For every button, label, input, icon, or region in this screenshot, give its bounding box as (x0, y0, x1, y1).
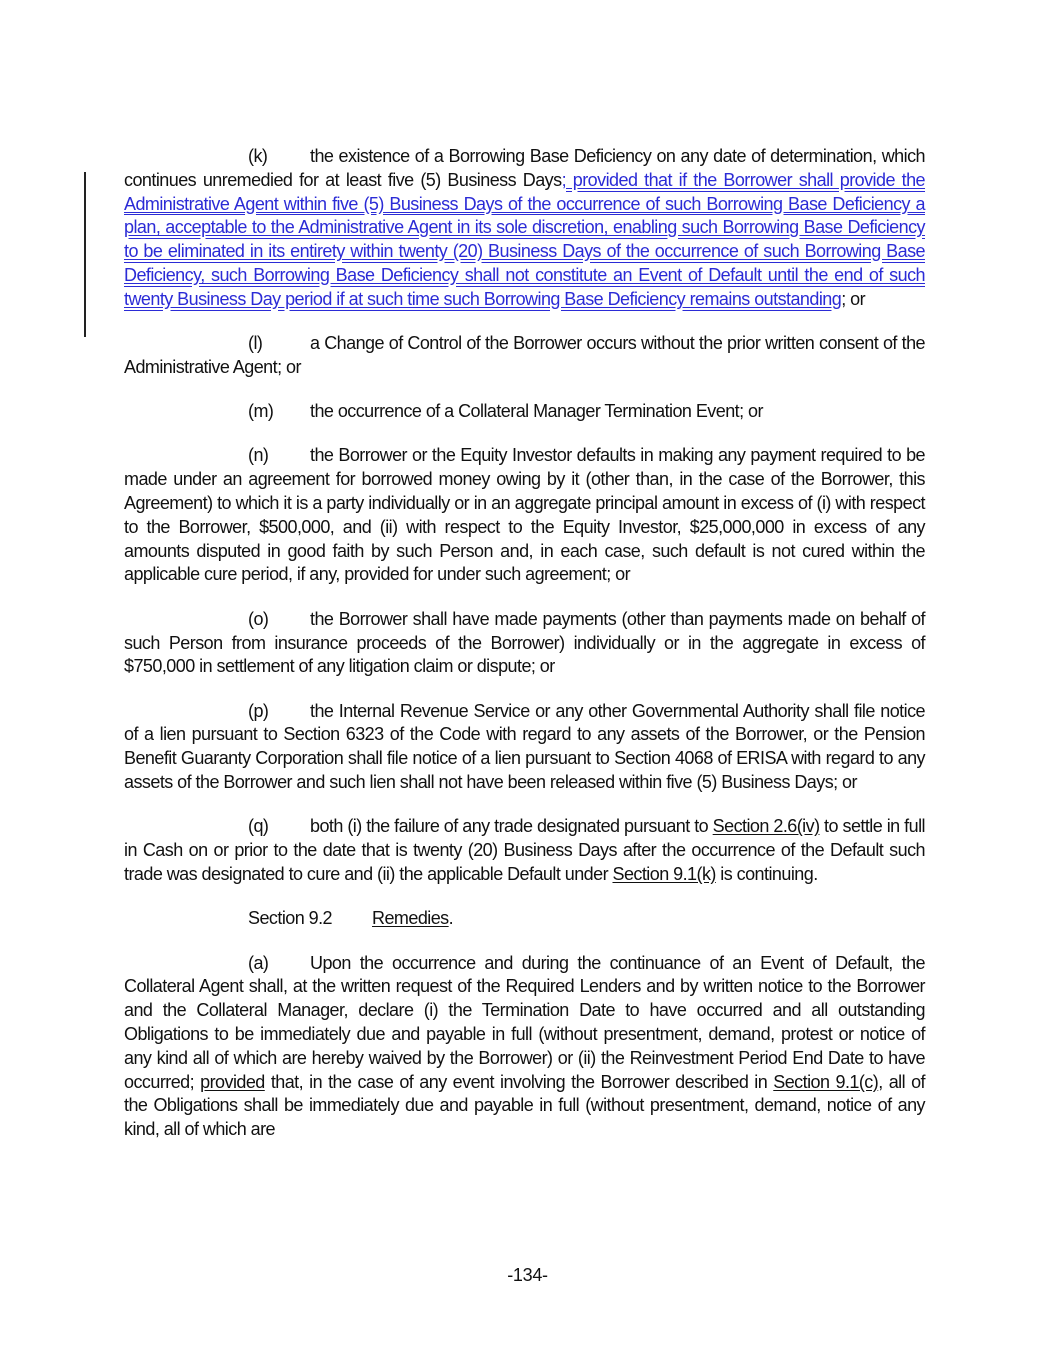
clause-text: , all of the Obligations shall be immediately due and payable in full (without presentment, demand, notice of any kind, all of which are (124, 1071, 925, 1140)
clause-text: the Borrower or the Equity Investor defaults in making any payment required to be made under an agreement for borrowed money owing by it (other than, in the case of the Borrower, this Agreement) to which it is a party individually or in an aggregate principal amount in excess of (i) with respect to the Borrower, $500,000, and (ii) with respect to the Equity Investor, $25,000,000 in excess of any amounts disputed in good faith by such Person and, in each case, such default is not cured within the applicable cure period, if any, provided for under such agreement; or (124, 445, 925, 585)
section-title: Remedies (372, 908, 449, 929)
clause-label: (p) (248, 700, 269, 721)
cross-reference-section-2-6-iv[interactable]: Section 2.6(iv) (712, 816, 820, 837)
clause-q (124, 815, 925, 886)
clause-l (124, 332, 925, 380)
clause-text: both (i) the failure of any trade designated pursuant to (310, 816, 713, 837)
clause-text-end: ; or (841, 288, 866, 309)
clause-text: Upon the occurrence and during the continuance of an Event of Default, the Collateral Agent shall, at the written request of the Required Lenders and by written notice to the Borrower and the Collateral Manager, declare (i) the Termination Date to have occurred and all outstanding Obligations to be immediately due and payable in full (without presentment, demand, protest or notice of any kind all of which are hereby waived by the Borrower) or (ii) the Reinvestment Period End Date to have occurred; (124, 952, 925, 1092)
clause-label: (k) (248, 146, 268, 166)
cross-reference-section-9-1-k[interactable]: Section 9.1(k) (612, 863, 716, 884)
clause-text: the existence of a Borrowing Base Deficiency on any date of determination, which continues unremedied for at least five (5) Business Days (124, 146, 925, 190)
clause-label: (o) (248, 608, 269, 629)
clause-o (124, 608, 925, 679)
clause-label: (n) (248, 445, 269, 466)
clause-text: a Change of Control of the Borrower occurs without the prior written consent of the Administrative Agent; or (124, 333, 925, 377)
clause-text: that, in the case of any event involving the Borrower described in (264, 1071, 774, 1092)
clause-label: (q) (248, 816, 269, 837)
clause-label: (l) (248, 333, 263, 354)
clause-text: the Borrower shall have made payments (other than payments made on behalf of such Person from insurance proceeds of the Borrower) individually or in the aggregate in excess of $750,000 in settlement of any litigation claim or dispute; or (124, 608, 925, 677)
cross-reference-section-9-1-c[interactable]: Section 9.1(c) (773, 1071, 879, 1092)
clause-text: to settle in full in Cash on or prior to the date that is twenty (20) Business Days after the occurrence of the Default such trade was designated to cure and (ii) the applicable Default under (124, 816, 925, 884)
remedies-clause-a (124, 952, 925, 1142)
clause-m (124, 400, 925, 424)
document-page (124, 145, 925, 1162)
clause-n (124, 444, 925, 587)
clause-label: (m) (248, 401, 274, 422)
section-number: Section 9.2 (248, 908, 333, 929)
clause-text: the Internal Revenue Service or any other Governmental Authority shall file notice of a lien pursuant to Section 6323 of the Code with regard to any assets of the Borrower, or the Pension Benefit Guaranty Corporation shall file notice of a lien pursuant to Section 4068 of ERISA with regard to any assets of the Borrower and such lien shall not have been released within five (5) Business Days; or (124, 700, 925, 793)
clause-k (124, 145, 925, 312)
provided-term: provided (200, 1071, 265, 1092)
revision-change-bar (84, 172, 86, 337)
clause-text: the occurrence of a Collateral Manager Termination Event; or (310, 401, 763, 422)
clause-label: (a) (248, 952, 269, 973)
section-heading (248, 907, 925, 931)
page-number: -134- (507, 1265, 548, 1285)
section-title-period: . (448, 908, 454, 929)
inserted-revision-text: ; provided that if the Borrower shall provide the Administrative Agent within five (5) Business Days of the occurrence of such Borrowing Base Deficiency a plan, acceptable to the Administrative Agent in its sole discretion, enabling such Borrowing Base Deficiency to be eliminated in its entirety within twenty (20) Business Days of the occurrence of such Borrowing Base Deficiency, such Borrowing Base Deficiency shall not constitute an Event of Default until the end of such twenty Business Day period if at such time such Borrowing Base Deficiency remains outstanding (124, 169, 926, 309)
clause-p (124, 700, 925, 795)
clause-text: is continuing. (715, 863, 818, 884)
